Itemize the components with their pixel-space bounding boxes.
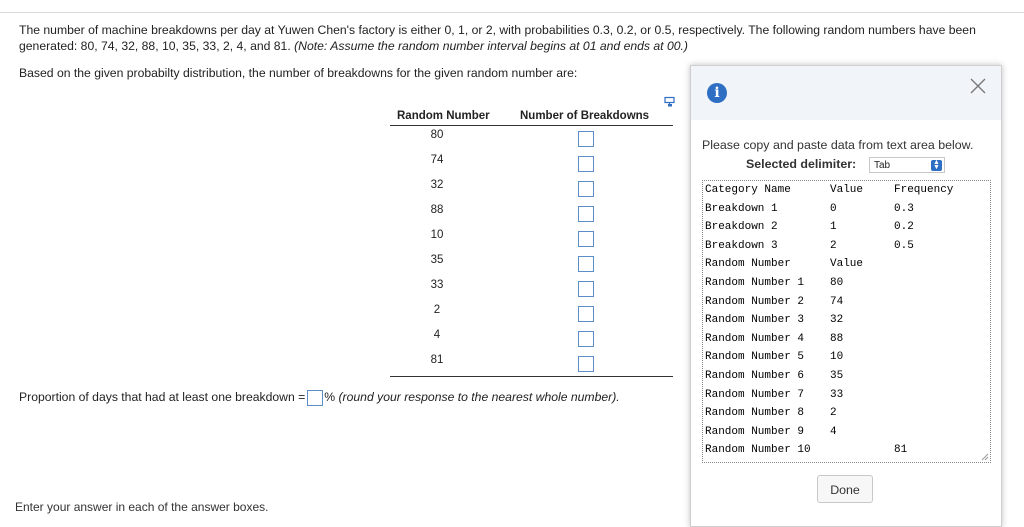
breakdowns-input[interactable] [578, 156, 594, 172]
proportion-question [19, 390, 620, 406]
textarea-cell: 0.2 [894, 221, 914, 234]
breakdowns-input[interactable] [578, 306, 594, 322]
breakdowns-input[interactable] [578, 231, 594, 247]
textarea-cell: Breakdown 1 [705, 202, 778, 215]
proportion-label: Proportion of days that had at least one breakdown = [19, 390, 306, 405]
textarea-cell: Random Number 6 [705, 370, 805, 382]
textarea-cell: 80 [830, 277, 844, 289]
breakdowns-input[interactable] [578, 206, 594, 222]
textarea-cell: Random Number [705, 258, 791, 271]
table-header [390, 108, 673, 126]
textarea-cell: Random Number 5 [705, 351, 805, 364]
textarea-cell: Random Number 8 [705, 407, 805, 420]
textarea-cell: Random Number 3 [705, 314, 805, 327]
textarea-cell: 33 [830, 388, 844, 401]
textarea-cell: Breakdown 3 [705, 239, 778, 252]
top-divider [0, 12, 1024, 13]
textarea-cell: 4 [830, 425, 837, 438]
question-body: The number of machine breakdowns per day at Yuwen Chen's factory is either 0, 1, or 2, with probabilities 0.3, 0.2, or 0.5, respectively. The following random numbers have been generated: 80, 74, 32, 88, 10, 35, 33, 2, 4, and 81. [19, 23, 976, 53]
textarea-cell: 35 [830, 370, 844, 382]
percent-sign: % [324, 390, 336, 405]
breakdowns-input[interactable] [578, 331, 594, 347]
random-number-cell: 4 [433, 329, 441, 341]
textarea-cell: 81 [894, 444, 908, 457]
textarea-cell: Value [830, 258, 864, 271]
based-on-text: Based on the given probabilty distribution, the number of breakdowns for the given random number are: [19, 66, 578, 80]
breakdowns-input[interactable] [578, 131, 594, 147]
breakdowns-input[interactable] [578, 356, 594, 372]
close-icon[interactable] [968, 76, 988, 96]
textarea-cell: 0 [830, 202, 837, 215]
header-number-of-breakdowns: Number of Breakdowns [520, 110, 650, 122]
breakdowns-input[interactable] [578, 256, 594, 272]
textarea-cell: Random Number 7 [705, 388, 805, 401]
textarea-cell: Frequency [894, 184, 954, 196]
random-number-cell: 32 [430, 179, 444, 191]
table-row [390, 226, 673, 251]
table-row [390, 176, 673, 201]
textarea-cell: 2 [830, 407, 837, 420]
question-text [19, 22, 1019, 54]
dialog-header [691, 66, 1001, 120]
textarea-cell: Breakdown 2 [705, 221, 778, 234]
table-row [390, 251, 673, 276]
textarea-cell: 0.3 [894, 202, 914, 215]
table-row [390, 276, 673, 301]
textarea-cell: Random Number 9 [705, 425, 805, 438]
textarea-cell: Value [830, 184, 864, 196]
done-button[interactable]: Done [817, 475, 873, 503]
random-number-cell: 2 [433, 304, 441, 316]
textarea-cell: Random Number 2 [705, 295, 805, 308]
proportion-input[interactable] [307, 390, 323, 406]
table-bottom-border [390, 376, 673, 377]
delimiter-value: Tab [874, 160, 891, 171]
enter-answer-text: Enter your answer in each of the answer boxes. [15, 500, 269, 514]
table-row [390, 351, 673, 376]
delimiter-label: Selected delimiter: [746, 157, 857, 171]
textarea-cell: 74 [830, 295, 844, 308]
table-row [390, 326, 673, 351]
textarea-cell: Random Number 4 [705, 332, 805, 345]
textarea-cell: 0.5 [894, 239, 914, 252]
textarea-cell: 88 [830, 332, 844, 345]
breakdowns-input[interactable] [578, 181, 594, 197]
table-body [390, 126, 673, 376]
textarea-cell: 10 [830, 351, 844, 364]
resize-handle-icon[interactable] [981, 453, 989, 461]
random-number-cell: 80 [430, 129, 444, 141]
table-row [390, 301, 673, 326]
textarea-cell: Category Name [705, 184, 791, 196]
proportion-hint: (round your response to the nearest whole number). [338, 390, 620, 405]
textarea-cell: 2 [830, 239, 837, 252]
dialog-instruction: Please copy and paste data from text area below. [702, 138, 974, 152]
question-note: (Note: Assume the random number interval begins at 01 and ends at 00.) [294, 39, 688, 53]
table-row [390, 201, 673, 226]
delimiter-select[interactable] [869, 157, 945, 173]
random-number-cell: 74 [430, 154, 444, 166]
info-icon: i [707, 83, 727, 103]
random-number-cell: 88 [430, 204, 444, 216]
header-random-number: Random Number [397, 110, 490, 122]
textarea-cell: Random Number 10 [705, 444, 811, 457]
random-number-cell: 10 [430, 229, 444, 241]
data-dialog [690, 65, 1002, 527]
breakdowns-input[interactable] [578, 281, 594, 297]
select-arrows-icon: ▲ ▼ [931, 160, 942, 171]
textarea-cell: 32 [830, 314, 844, 327]
copy-data-icon[interactable] [664, 95, 676, 107]
data-textarea[interactable] [702, 180, 991, 463]
textarea-cell: 1 [830, 221, 837, 234]
random-number-cell: 81 [430, 354, 444, 366]
random-number-cell: 35 [430, 254, 444, 266]
random-number-cell: 33 [430, 279, 444, 291]
textarea-cell: Random Number 1 [705, 277, 805, 289]
breakdowns-table [390, 108, 673, 377]
table-row [390, 126, 673, 151]
table-row [390, 151, 673, 176]
